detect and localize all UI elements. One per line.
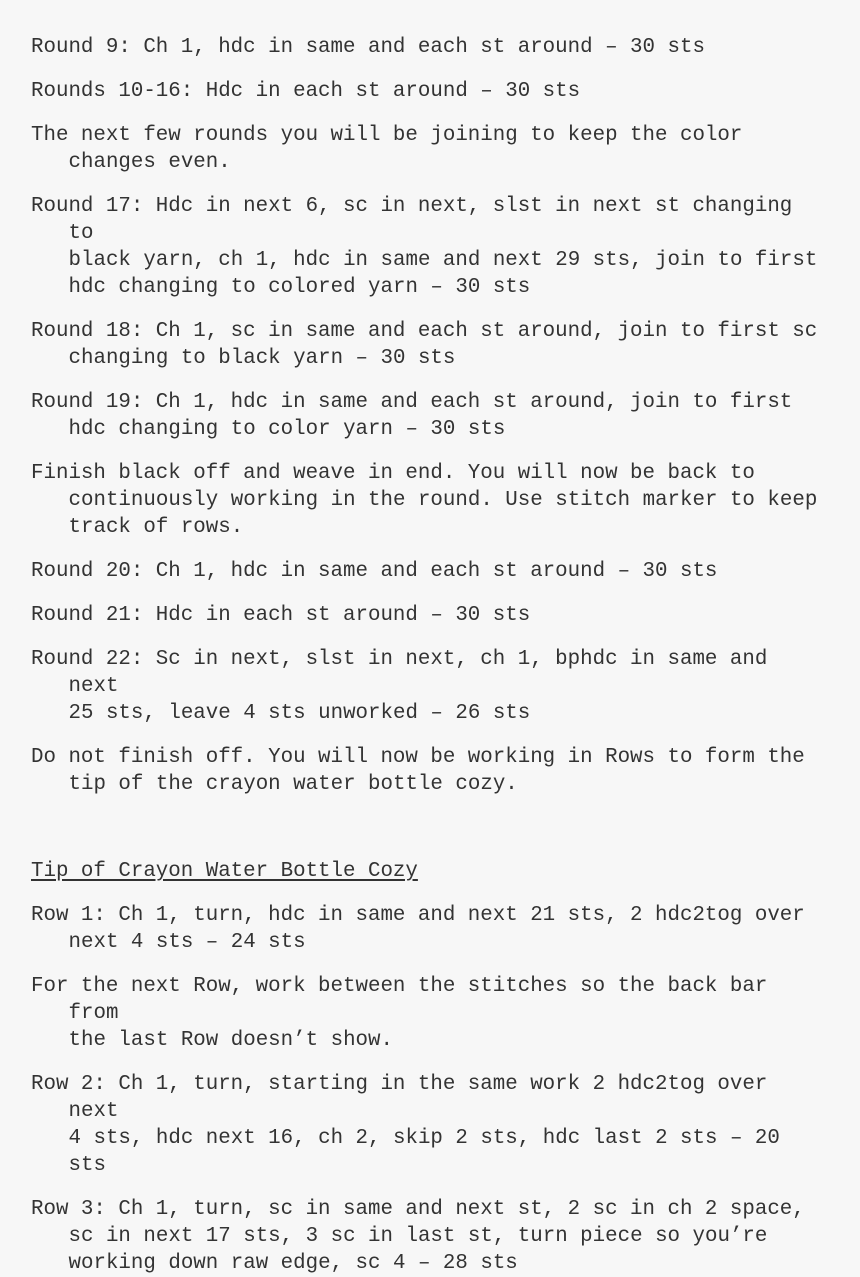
instruction-paragraph: Round 21: Hdc in each st around – 30 sts xyxy=(31,604,531,627)
instruction-paragraph: Finish black off and weave in end. You will now be back to continuously working in the round. Use stitch marker to keep track of rows. xyxy=(31,462,818,539)
instruction-paragraph: Round 9: Ch 1, hdc in same and each st around – 30 sts xyxy=(31,36,705,59)
section-heading: Tip of Crayon Water Bottle Cozy xyxy=(31,860,418,883)
instruction-paragraph: Round 18: Ch 1, sc in same and each st around, join to first sc changing to black yarn – 30 sts xyxy=(31,320,818,370)
instruction-paragraph: Row 3: Ch 1, turn, sc in same and next st, 2 sc in ch 2 space, sc in next 17 sts, 3 sc in last st, turn piece so you’re working down raw edge, sc 4 – 28 sts xyxy=(31,1198,805,1275)
instruction-paragraph: Round 20: Ch 1, hdc in same and each st around – 30 sts xyxy=(31,560,718,583)
instruction-paragraph: Round 19: Ch 1, hdc in same and each st around, join to first hdc changing to color yarn – 30 sts xyxy=(31,391,793,441)
instruction-paragraph: Rounds 10-16: Hdc in each st around – 30 sts xyxy=(31,80,581,103)
instruction-paragraph: For the next Row, work between the stitches so the back bar from the last Row doesn’t show. xyxy=(31,975,780,1052)
instructions-bottom xyxy=(31,902,829,1277)
instruction-paragraph: Round 17: Hdc in next 6, sc in next, slst in next st changing to black yarn, ch 1, hdc in same and next 29 sts, join to first hdc changing to colored yarn – 30 sts xyxy=(31,195,818,299)
instructions-top xyxy=(31,34,829,798)
instruction-paragraph: Row 2: Ch 1, turn, starting in the same work 2 hdc2tog over next 4 sts, hdc next 16, ch 2, skip 2 sts, hdc last 2 sts – 20 sts xyxy=(31,1073,793,1177)
instruction-paragraph: Do not finish off. You will now be working in Rows to form the tip of the crayon water bottle cozy. xyxy=(31,746,805,796)
instruction-paragraph: The next few rounds you will be joining to keep the color changes even. xyxy=(31,124,743,174)
instruction-paragraph: Row 1: Ch 1, turn, hdc in same and next 21 sts, 2 hdc2tog over next 4 sts – 24 sts xyxy=(31,904,805,954)
instruction-paragraph: Round 22: Sc in next, slst in next, ch 1, bphdc in same and next 25 sts, leave 4 sts unworked – 26 sts xyxy=(31,648,780,725)
